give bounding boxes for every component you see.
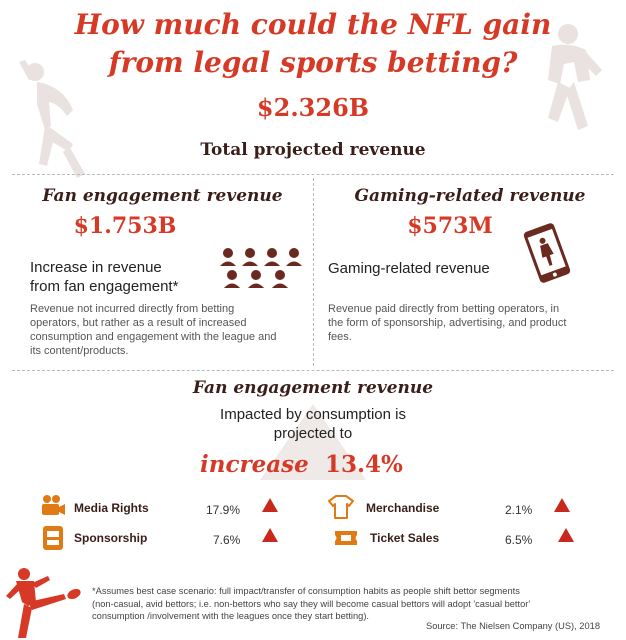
fan-desc-line-1: Revenue not incurred directly from betting [30,303,235,315]
fan-engagement-subhead [30,258,220,296]
video-camera-icon [40,494,66,518]
source-note: Source: The Nielsen Company (US), 2018 [426,621,600,631]
gaming-desc-line-3: fees. [328,331,352,343]
increase-value: 13.4% [325,451,403,478]
fan-desc-line-3: consumption and engagement with the league and [30,331,277,343]
media-rights-label: Media Rights [74,501,149,515]
footnote-line-2: (non-casual, avid bettors; i.e. non-bettors who say they will become casual bettors will adopt 'casual bettor' [92,598,531,609]
merchandise-up-arrow-icon [554,498,570,512]
impact-text-line-2: projected to [273,425,353,442]
divider-vertical [313,178,314,366]
page-title [0,6,626,82]
gaming-description [328,302,613,344]
jersey-icon [328,494,354,520]
impact-text [0,405,626,443]
total-revenue-label: Total projected revenue [200,140,426,160]
ticket-icon [334,530,358,546]
sponsorship-up-arrow-icon [262,528,278,542]
fan-engagement-value: $1.753B [73,213,177,239]
fan-desc-line-4: its content/products. [30,345,129,357]
increase-word: increase [200,451,309,478]
ticket-sales-up-arrow-icon [558,528,574,542]
gaming-subhead: Gaming-related revenue [328,260,490,277]
ticket-sales-label: Ticket Sales [370,531,440,545]
gaming-value: $573M [407,213,493,239]
smartphone-icon [512,222,582,284]
kicker-silhouette-icon [4,566,84,640]
sponsorship-value: 7.6% [213,533,241,547]
fan-subhead-line-1: Increase in revenue [30,259,162,276]
gaming-title: Gaming-related revenue [354,186,586,206]
media-rights-value: 17.9% [206,503,241,517]
title-line-2: from legal sports betting? [108,46,518,79]
merchandise-value: 2.1% [505,503,533,517]
impact-title: Fan engagement revenue [192,378,434,398]
gaming-desc-line-1: Revenue paid directly from betting operators, in [328,303,560,315]
sponsorship-label: Sponsorship [74,531,148,545]
divider-middle [12,370,614,371]
fan-engagement-title: Fan engagement revenue [42,186,283,206]
footnote-line-3: consumption /involvement with the leagues once they start betting). [92,611,369,621]
fan-desc-line-2: operators, but rather as a result of increased [30,317,247,329]
impact-text-line-1: Impacted by consumption is [220,406,406,423]
fan-subhead-line-2: from fan engagement* [30,278,179,295]
ticket-sales-value: 6.5% [505,533,533,547]
people-group-icon [218,246,306,290]
merchandise-label: Merchandise [366,501,440,515]
gaming-desc-line-2: the form of sponsorship, advertising, and product [328,317,567,329]
total-revenue-value: $2.326B [256,93,370,122]
fan-engagement-description [30,302,305,358]
footnote [92,585,612,623]
title-line-1: How much could the NFL gain [74,8,552,41]
footnote-line-1: *Assumes best case scenario: full impact/transfer of consumption habits as people shift bettor segments [92,586,520,596]
divider-top [12,174,614,175]
media-rights-up-arrow-icon [262,498,278,512]
sponsor-badge-icon [42,525,64,551]
